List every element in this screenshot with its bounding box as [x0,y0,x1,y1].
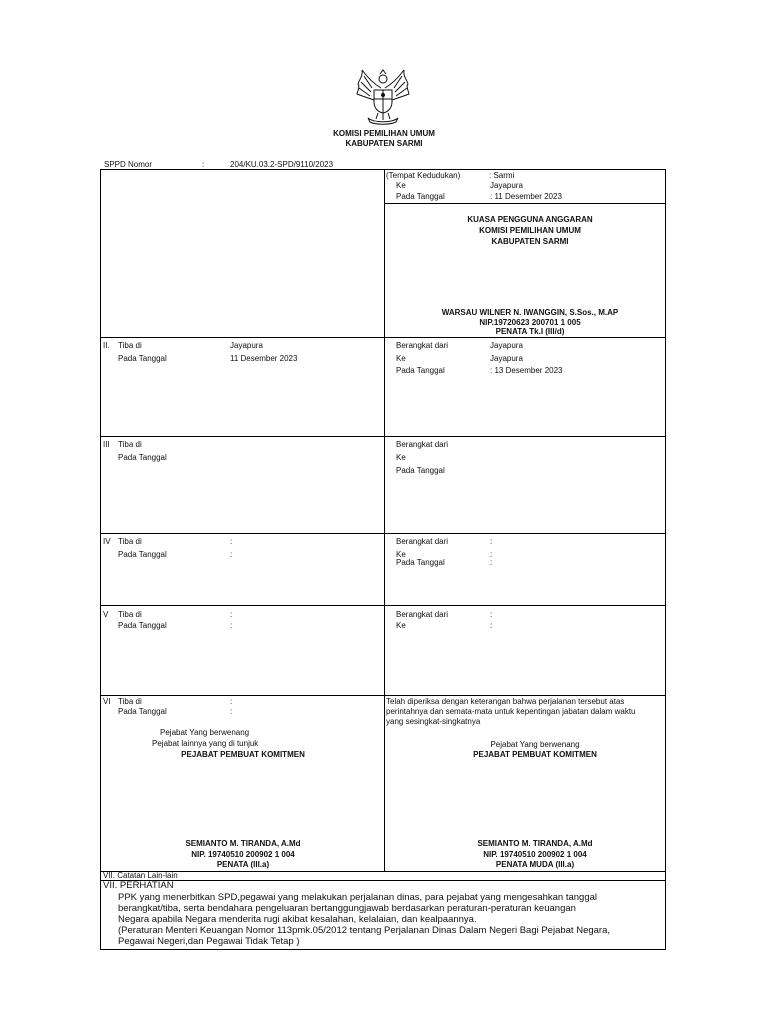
kpa-signer-rank: PENATA Tk.I (III/d) [495,327,565,336]
ke-label: Ke [396,453,406,462]
row-divider [100,533,666,534]
pada-tanggal-value: : 11 Desember 2023 [490,192,562,201]
sppd-colon: : [202,160,205,169]
colon: : [490,537,493,546]
perhatian-text: Pegawai Negeri,dan Pegawai Tidak Tetap ) [118,936,300,947]
pejabat-berwenang-label: Pejabat Yang berwenang [160,728,250,737]
tempat-kedudukan-label: (Tempat Kedudukan) [386,171,461,180]
pada-tanggal-label: Pada Tanggal [118,707,167,716]
ke-label: Ke [396,354,406,363]
right-signer-rank: PENATA MUDA (III.a) [495,860,575,869]
tempat-kedudukan-value: : Sarmi [489,171,515,180]
org-region: KABUPATEN SARMI [345,139,423,148]
verification-statement: yang sesingkat-singkatnya [386,717,481,726]
row-divider [100,605,666,606]
colon: : [490,610,493,619]
pada-tanggal-label: Pada Tanggal [396,466,445,475]
table-center-divider [384,169,385,871]
right-signer-nip: NIP. 19740510 200902 1 004 [483,850,587,859]
row-divider [100,880,666,881]
kpa-title: KUASA PENGGUNA ANGGARAN [467,215,593,224]
row-divider [100,871,666,872]
colon: : [490,558,493,567]
pada-tanggal-label: Pada Tanggal [118,354,167,363]
tiba-di-label: Tiba di [118,537,142,546]
pada-tanggal-label: Pada Tanggal [118,453,167,462]
verification-statement: Telah diperiksa dengan keterangan bahwa perjalanan tersebut atas [386,697,625,706]
colon: : [490,621,493,630]
berangkat-dari-label: Berangkat dari [396,537,449,546]
tiba-di-label: Tiba di [118,440,142,449]
pada-tanggal-label: Pada Tanggal [118,550,167,559]
colon: : [230,610,233,619]
colon: : [230,550,233,559]
ke-value: Jayapura [490,181,523,190]
pada-tanggal-value: 11 Desember 2023 [230,354,298,363]
section-number: II. [103,341,110,350]
left-signer-nip: NIP. 19740510 200902 1 004 [191,850,295,859]
ke-label: Ke [396,621,406,630]
table-bottom-border [100,949,666,950]
pada-tanggal-label: Pada Tanggal [396,192,445,201]
section-number: III [103,440,110,449]
tiba-di-label: Tiba di [118,697,142,706]
pejabat-lainnya-label: Pejabat lainnya yang di tunjuk [152,739,259,748]
org-name: KOMISI PEMILIHAN UMUM [333,129,435,138]
row-divider [384,203,666,204]
pada-tanggal-label: Pada Tanggal [118,621,167,630]
sppd-number: 204/KU.03.2-SPD/9110/2023 [230,160,334,169]
tiba-di-label: Tiba di [118,341,142,350]
ke-label: Ke [396,550,406,559]
row-divider [100,436,666,437]
ke-value: Jayapura [490,354,523,363]
kpa-signer-name: WARSAU WILNER N. IWANGGIN, S.Sos., M.AP [441,308,619,317]
colon: : [490,550,493,559]
table-top-border [100,169,666,170]
perhatian-title: VII. PERHATIAN [103,880,174,891]
sppd-label: SPPD Nomor [104,160,153,169]
colon: : [230,621,233,630]
berangkat-dari-label: Berangkat dari [396,341,449,350]
ppk-title: PEJABAT PEMBUAT KOMITMEN [473,750,597,759]
kpa-signer-nip: NIP.19720623 200701 1 005 [479,318,581,327]
berangkat-dari-label: Berangkat dari [396,440,449,449]
section-number: IV [103,537,111,546]
garuda-emblem-icon [350,66,416,126]
colon: : [230,707,233,716]
ke-label: Ke [396,181,406,190]
perhatian-text: PPK yang menerbitkan SPD,pegawai yang melakukan perjalanan dinas, para pejabat yang mengesahkan tanggal [118,892,598,903]
garuda-emblem [350,66,416,126]
row-divider [100,695,666,696]
perhatian-text: Negara apabila Negara menderita rugi akibat kesalahan, kelalaian, dan kealpaannya. [118,914,477,925]
colon: : [230,537,233,546]
left-signer-name: SEMIANTO M. TIRANDA, A.Md [185,839,301,848]
section-number: VI [103,697,111,706]
table-left-border [100,169,101,950]
table-right-border [665,169,666,950]
catatan-lain-label: VII. Catatan Lain-lain [103,871,178,880]
perhatian-text: berangkat/tiba, serta bendahara pengeluaran bertanggungjawab berdasarkan peraturan-peraturan keuangan [118,903,576,914]
pejabat-berwenang-label: Pejabat Yang berwenang [490,740,580,749]
tiba-di-label: Tiba di [118,610,142,619]
right-signer-name: SEMIANTO M. TIRANDA, A.Md [477,839,593,848]
section-number: V [103,610,109,619]
berangkat-dari-value: Jayapura [490,341,523,350]
tiba-di-value: Jayapura [230,341,263,350]
pada-tanggal-label: Pada Tanggal [396,366,445,375]
verification-statement: perintahnya dan semata-mata untuk kepentingan jabatan dalam waktu [386,707,636,716]
left-signer-rank: PENATA (III.a) [216,860,270,869]
pada-tanggal-value: : 13 Desember 2023 [490,366,563,375]
perhatian-text: (Peraturan Menteri Keuangan Nomor 113pmk.05/2012 tentang Perjalanan Dinas Dalam Negeri Bagi Pejabat Negara, [118,925,611,936]
ppk-title: PEJABAT PEMBUAT KOMITMEN [181,750,305,759]
row-divider [100,337,666,338]
kpa-org: KOMISI PEMILIHAN UMUM [479,226,581,235]
berangkat-dari-label: Berangkat dari [396,610,449,619]
colon: : [230,697,233,706]
kpa-region: KABUPATEN SARMI [491,237,569,246]
pada-tanggal-label: Pada Tanggal [396,558,445,567]
